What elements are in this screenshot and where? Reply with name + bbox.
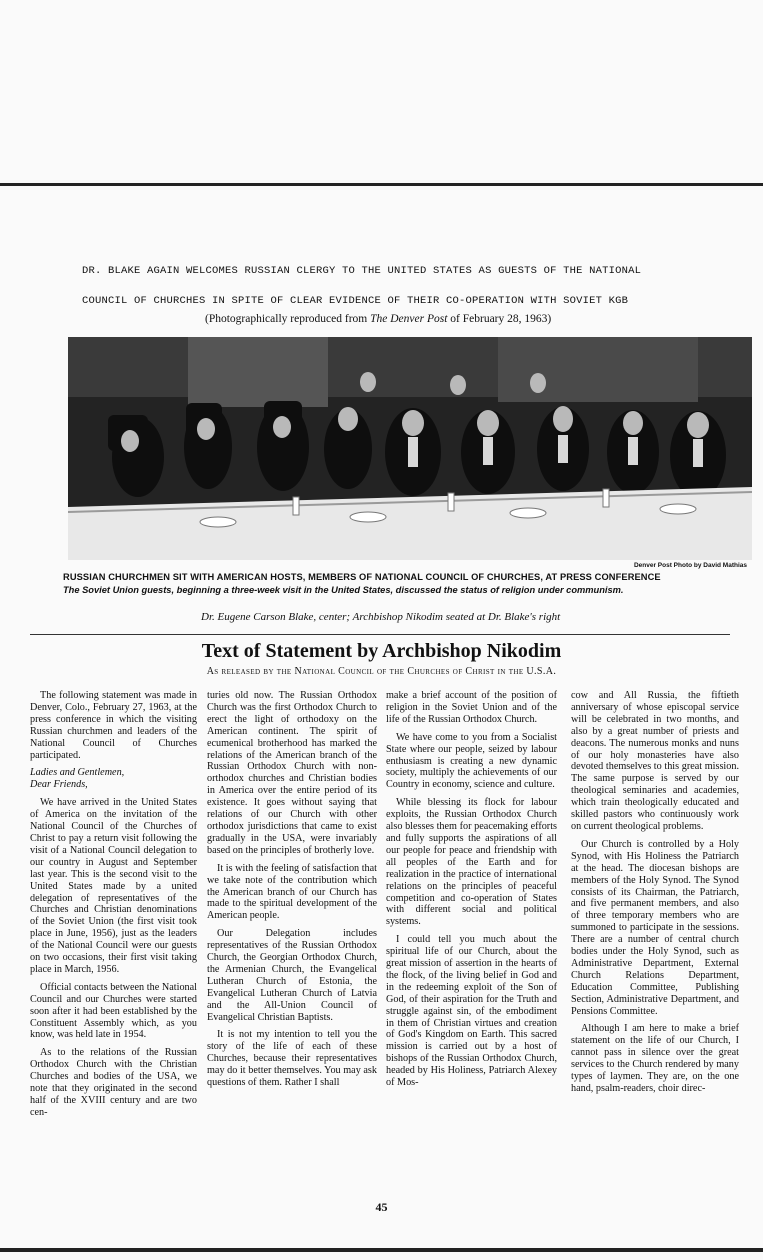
- paragraph: It is with the feeling of satisfaction that we take note of the contribution which the American branch of our Church has made to the spiritual development of the American people.: [207, 862, 377, 922]
- typed-heading-line-2: COUNCIL OF CHURCHES IN SPITE OF CLEAR EVIDENCE OF THEIR CO-OPERATION WITH SOVIET KGB: [82, 295, 629, 307]
- paragraph: Official contacts between the National Council and our Churches were started soon after it had been established by the Constituent Assembly which, as you know, was held late in 1954.: [30, 981, 197, 1041]
- paragraph: I could tell you much about the spiritual life of our Church, about the great mission of assertion in the hearts of the flock, of the living belief in God and in the redeeming exploit of the Son of God, of their aspiration for the Truth and struggle against sin, of the embodiment in them of Christian virtues and creation of God's Kingdom on Earth. This sacred mission is carried out by a host of bishops of the Russian Orthodox Church, headed by His Holiness, Patriarch Alexey of Mos-: [386, 934, 557, 1089]
- paragraph: Our Church is controlled by a Holy Synod, with His Holiness the Patriarch at the head. The diocesan bishops are members of the Holy Synod. The Synod consists of its Chairman, the Patriarch, and five permanent members, and also of three temporary members who are summoned to participate in the sessions. There are a number of central church bodies under the Holy Synod, such as Administrative Department, External Church Relations Department, Education Committee, Publishing Section, Administrative Department, and Pensions Committee.: [571, 838, 739, 1017]
- paragraph: Our Delegation includes representatives of the Russian Orthodox Church, the Georgian Orthodox Church, the Armenian Church, the Evangelical Lutheran Church of Estonia, the Evangelical Lutheran Church of Latvia and the All-Union Council of Evangelical Christian Baptists.: [207, 928, 377, 1023]
- photo-illustration: [68, 337, 752, 560]
- column-1: [30, 690, 197, 1125]
- paragraph: We have arrived in the United States of America on the invitation of the National Council of the Churches of Christ to pay a return visit following the visit of a National Council delegation to our country in August and September last year. This is the second visit to the United States made by a united delegation of representatives of the Churches and Christian denominations of the Soviet Union (the first visit took place in June, 1956), just as the leaders of the National Council were our guests on two occasions, their first visit taking place in March, 1956.: [30, 797, 197, 975]
- paragraph: While blessing its flock for labour exploits, the Russian Orthodox Church also blesses them for peacemaking efforts and fully supports the aspirations of all our people for peace and friendship with all peoples of the Earth and for realization in the practice of international relations on the principles of peaceful competition and co-operation of States with different social and political systems.: [386, 797, 557, 928]
- article-subtitle: As released by the National Council of the Churches of Christ in the U.S.A.: [206, 666, 557, 677]
- article-title: Text of Statement by Archbishop Nikodim: [201, 640, 562, 662]
- salutation-line-1: Ladies and Gentlemen,: [30, 767, 125, 779]
- salutation-line-2: Dear Friends,: [30, 779, 88, 791]
- typed-heading-line-1: DR. BLAKE AGAIN WELCOMES RUSSIAN CLERGY TO THE UNITED STATES AS GUESTS OF THE NATIONAL: [82, 265, 642, 277]
- photo-caption-headline: RUSSIAN CHURCHMEN SIT WITH AMERICAN HOSTS, MEMBERS OF NATIONAL COUNCIL OF CHURCHES, AT PRESS CONFERENCE: [63, 572, 661, 582]
- reproduction-credit: (Photographically reproduced from The Denver Post of February 28, 1963): [205, 313, 552, 325]
- photo-caption-text: The Soviet Union guests, beginning a three-week visit in the United States, discussed the status of religion under communism.: [63, 585, 624, 595]
- paragraph: As to the relations of the Russian Orthodox Church with the Christian Churches and bodies of the USA, we note that they originated in the second half of the XVIII century and are two cen-: [30, 1047, 197, 1118]
- paragraph: The following statement was made in Denver, Colo., February 27, 1963, at the press conference in which the visiting Russian churchmen and leaders of the National Council of Churches participated.: [30, 690, 197, 761]
- top-rule: [0, 183, 763, 186]
- paragraph: Although I am here to make a brief statement on the life of our Church, I cannot pass in silence over the great services to the Church rendered by many types of laymen. They are, on the one hand, psalm-readers, choir direc-: [571, 1023, 739, 1094]
- column-2: [207, 690, 377, 1095]
- paragraph: cow and All Russia, the fiftieth anniversary of whose episcopal service will be celebrated in two months, and also by a great number of priests and deacons. The numerous monks and nuns of our holy monasteries have also devoted themselves to this great mission. The same purpose is served by our theological seminaries and academies, which train theologically educated and skilled pastors who continuously work on current theological problems.: [571, 690, 739, 832]
- column-3: [386, 690, 557, 1095]
- bottom-rule: [0, 1248, 763, 1252]
- column-4: [571, 690, 739, 1101]
- paragraph: turies old now. The Russian Orthodox Church was the first Orthodox Church to erect the light of orthodoxy on the American continent. The spirit of ecumenical brotherhood has marked the relations of the American branch of the Russian Orthodox Church with non-orthodox churches and Christian bodies in America over the entire period of its existence. It goes without saying that relations of our Church with other orthodox jurisdictions that came to exist gradually in the USA, were invariably based on the principles of brotherly love.: [207, 690, 377, 856]
- press-conference-photo: [68, 337, 752, 560]
- photo-credit: Denver Post Photo by David Mathias: [633, 562, 747, 569]
- newspaper-name: The Denver Post: [370, 313, 448, 325]
- page-number: 45: [375, 1200, 388, 1214]
- paragraph: It is not my intention to tell you the story of the life of each of these Churches, because their representatives may do it better themselves. You may ask questions of them. Rather I shall: [207, 1029, 377, 1089]
- salutation: [30, 767, 197, 791]
- photo-caption-names: Dr. Eugene Carson Blake, center; Archbishop Nikodim seated at Dr. Blake's right: [201, 611, 561, 623]
- paragraph: make a brief account of the position of religion in the Soviet Union and of the life of the Russian Orthodox Church.: [386, 690, 557, 725]
- paragraph: We have come to you from a Socialist State where our people, seized by labour enthusiasm is creating a new dynamic society, multiply the achievements of our Country in economy, science and culture.: [386, 731, 557, 791]
- section-divider: [30, 634, 730, 635]
